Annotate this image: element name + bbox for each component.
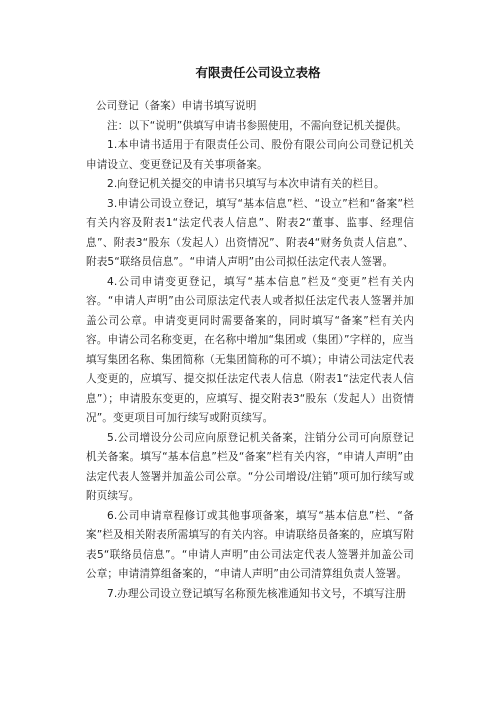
paragraph-3: 3.申请公司设立登记，填写“基本信息”栏、“设立”栏和“备案”栏有关内容及附表1“法定代表人信息”、附表2“董事、监事、经理信息”、附表3“股东（发起人）出资情况”、附表4“财务负责人信息”、附表5“联络员信息”。“申请人声明”由公司拟任法定代表人签署。 bbox=[86, 197, 414, 268]
paragraph-1: 1.本申请书适用于有限责任公司、股份有限公司向公司登记机关申请设立、变更登记及有关事项备案。 bbox=[86, 139, 414, 171]
paragraph-4: 4.公司申请变更登记，填写“基本信息”栏及“变更”栏有关内容。“申请人声明”由公司原法定代表人或者拟任法定代表人签署并加盖公司公章。申请变更同时需要备案的，同时填写“备案”栏有关内容。申请公司名称变更，在名称中增加“集团或（集团）”字样的，应当填写集团名称、集团简称（无集团简称的可不填）；申请公司法定代表人变更的，应填写、提交拟任法定代表人信息（附表1“法定代表人信息”）；申请股东变更的，应填写、提交附表3“股东（发起人）出资情况”。变更项目可加行续写或附页续写。 bbox=[86, 275, 414, 424]
paragraph-2: 2.向登记机关提交的申请书只填写与本次申请有关的栏目。 bbox=[107, 178, 385, 190]
document-body bbox=[86, 97, 414, 604]
paragraph-5: 5.公司增设分公司应向原登记机关备案，注销分公司可向原登记机关备案。填写“基本信息”栏及“备案”栏有关内容，“申请人声明”由法定代表人签署并加盖公司公章。“分公司增设/注销”项可加行续写或附页续写。 bbox=[86, 431, 414, 502]
paragraph-6: 6.公司申请章程修订或其他事项备案，填写“基本信息”栏、“备案”栏及相关附表所需填写的有关内容。申请联络员备案的，应填写附表5“联络员信息”。“申请人声明”由公司法定代表人签署并加盖公司公章；申请清算组备案的，“申请人声明”由公司清算组负责人签署。 bbox=[86, 509, 414, 580]
document-title: 有限责任公司设立表格 bbox=[195, 65, 321, 80]
document-subtitle: 公司登记（备案）申请书填写说明 bbox=[96, 100, 257, 112]
paragraph-7: 7.办理公司设立登记填写名称预先核准通知书文号，不填写注册 bbox=[107, 587, 407, 600]
paragraph-note: 注：以下“说明”供填写申请书参照使用，不需向登记机关提供。 bbox=[107, 119, 407, 132]
